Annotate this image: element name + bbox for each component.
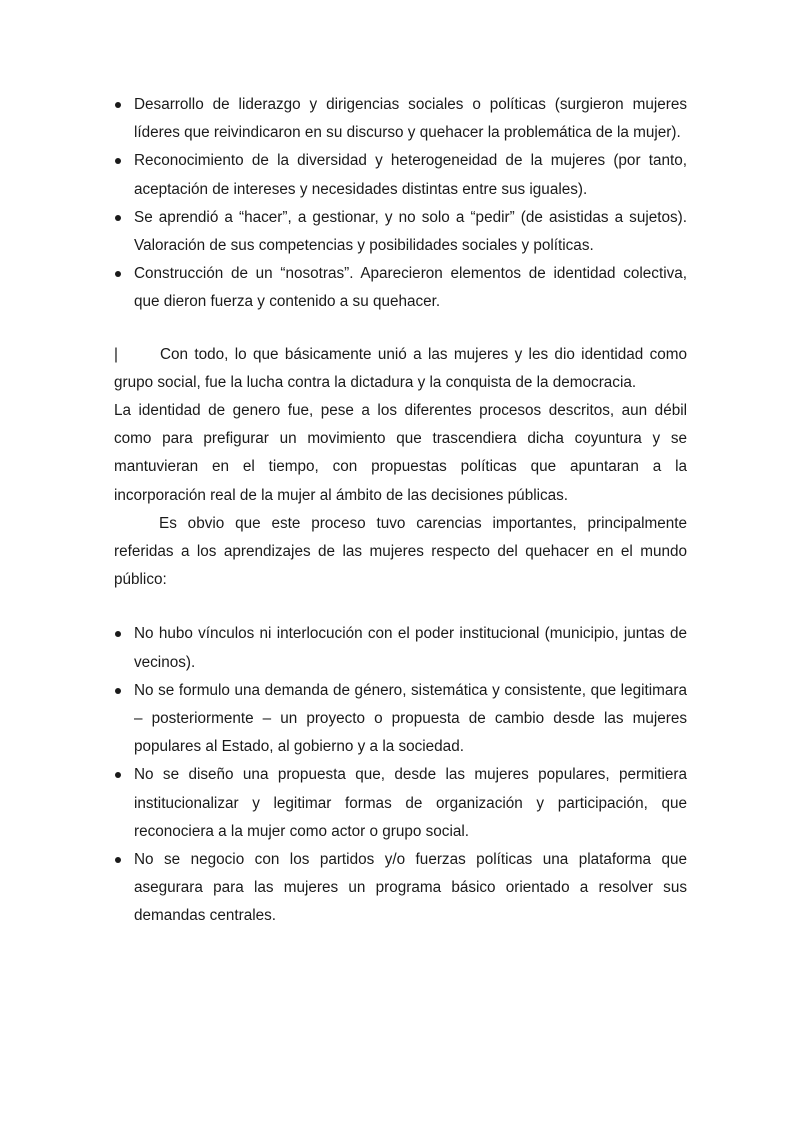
bullet-icon bbox=[115, 215, 121, 221]
list-item-text: No se formulo una demanda de género, sistemática y consistente, que legitimara – posteriormente – un proyecto o propuesta de cambio desde las mujeres populares al Estado, al gobierno y a la sociedad. bbox=[134, 681, 687, 756]
list-item bbox=[114, 147, 687, 203]
bullet-icon bbox=[115, 631, 121, 637]
paragraph-unity bbox=[114, 341, 687, 397]
list-item-text: No hubo vínculos ni interlocución con el poder institucional (municipio, juntas de vecinos). bbox=[134, 625, 687, 671]
bullet-icon bbox=[115, 772, 121, 778]
list-item-text: Construcción de un “nosotras”. Aparecieron elementos de identidad colectiva, que dieron fuerza y contenido a su quehacer. bbox=[134, 265, 687, 311]
bullet-icon bbox=[115, 158, 121, 164]
list-item-text: No se diseño una propuesta que, desde las mujeres populares, permitiera institucionalizar y legitimar formas de organización y participación, que reconociera a la mujer como actor o grupo social. bbox=[134, 766, 687, 840]
achievements-list bbox=[114, 91, 687, 317]
bullet-icon bbox=[115, 271, 121, 277]
shortcomings-list bbox=[114, 620, 687, 930]
list-item bbox=[114, 260, 687, 316]
paragraph-gender-identity: La identidad de genero fue, pese a los diferentes procesos descritos, aun débil como para prefigurar un movimiento que trascendiera dicha coyuntura y se mantuvieran en el tiempo, con propuestas políticas que apuntaran a la incorporación real de la mujer al ámbito de las decisiones públicas. bbox=[114, 402, 687, 504]
paragraph-shortcomings: Es obvio que este proceso tuvo carencias importantes, principalmente referidas a los aprendizajes de las mujeres respecto del quehacer en el mundo público: bbox=[114, 514, 687, 589]
list-item bbox=[114, 620, 687, 676]
spacer bbox=[114, 317, 687, 341]
list-item bbox=[114, 677, 687, 762]
bullet-icon bbox=[115, 102, 121, 108]
document-body bbox=[114, 91, 687, 931]
list-item bbox=[114, 761, 687, 846]
list-item bbox=[114, 846, 687, 931]
spacer bbox=[114, 594, 687, 620]
bullet-icon bbox=[115, 688, 121, 694]
list-item-text: Se aprendió a “hacer”, a gestionar, y no solo a “pedir” (de asistidas a sujetos). Valoración de sus competencias y posibilidades sociales y políticas. bbox=[134, 208, 687, 255]
list-item bbox=[114, 204, 687, 260]
list-item-text: No se negocio con los partidos y/o fuerzas políticas una plataforma que asegurara para las mujeres un programa básico orientado a resolver sus demandas centrales. bbox=[134, 851, 687, 925]
bullet-icon bbox=[115, 857, 121, 863]
paragraph-text: Con todo, lo que básicamente unió a las mujeres y les dio identidad como grupo social, fue la lucha contra la dictadura y la conquista de la democracia. bbox=[114, 345, 687, 391]
list-item bbox=[114, 91, 687, 147]
list-item-text: Reconocimiento de la diversidad y heterogeneidad de la mujeres (por tanto, aceptación de intereses y necesidades distintas entre sus iguales). bbox=[134, 152, 687, 198]
list-item-text: Desarrollo de liderazgo y dirigencias sociales o políticas (surgieron mujeres líderes que reivindicaron en su discurso y quehacer la problemática de la mujer). bbox=[134, 96, 687, 142]
text-cursor-mark: | bbox=[114, 345, 118, 363]
